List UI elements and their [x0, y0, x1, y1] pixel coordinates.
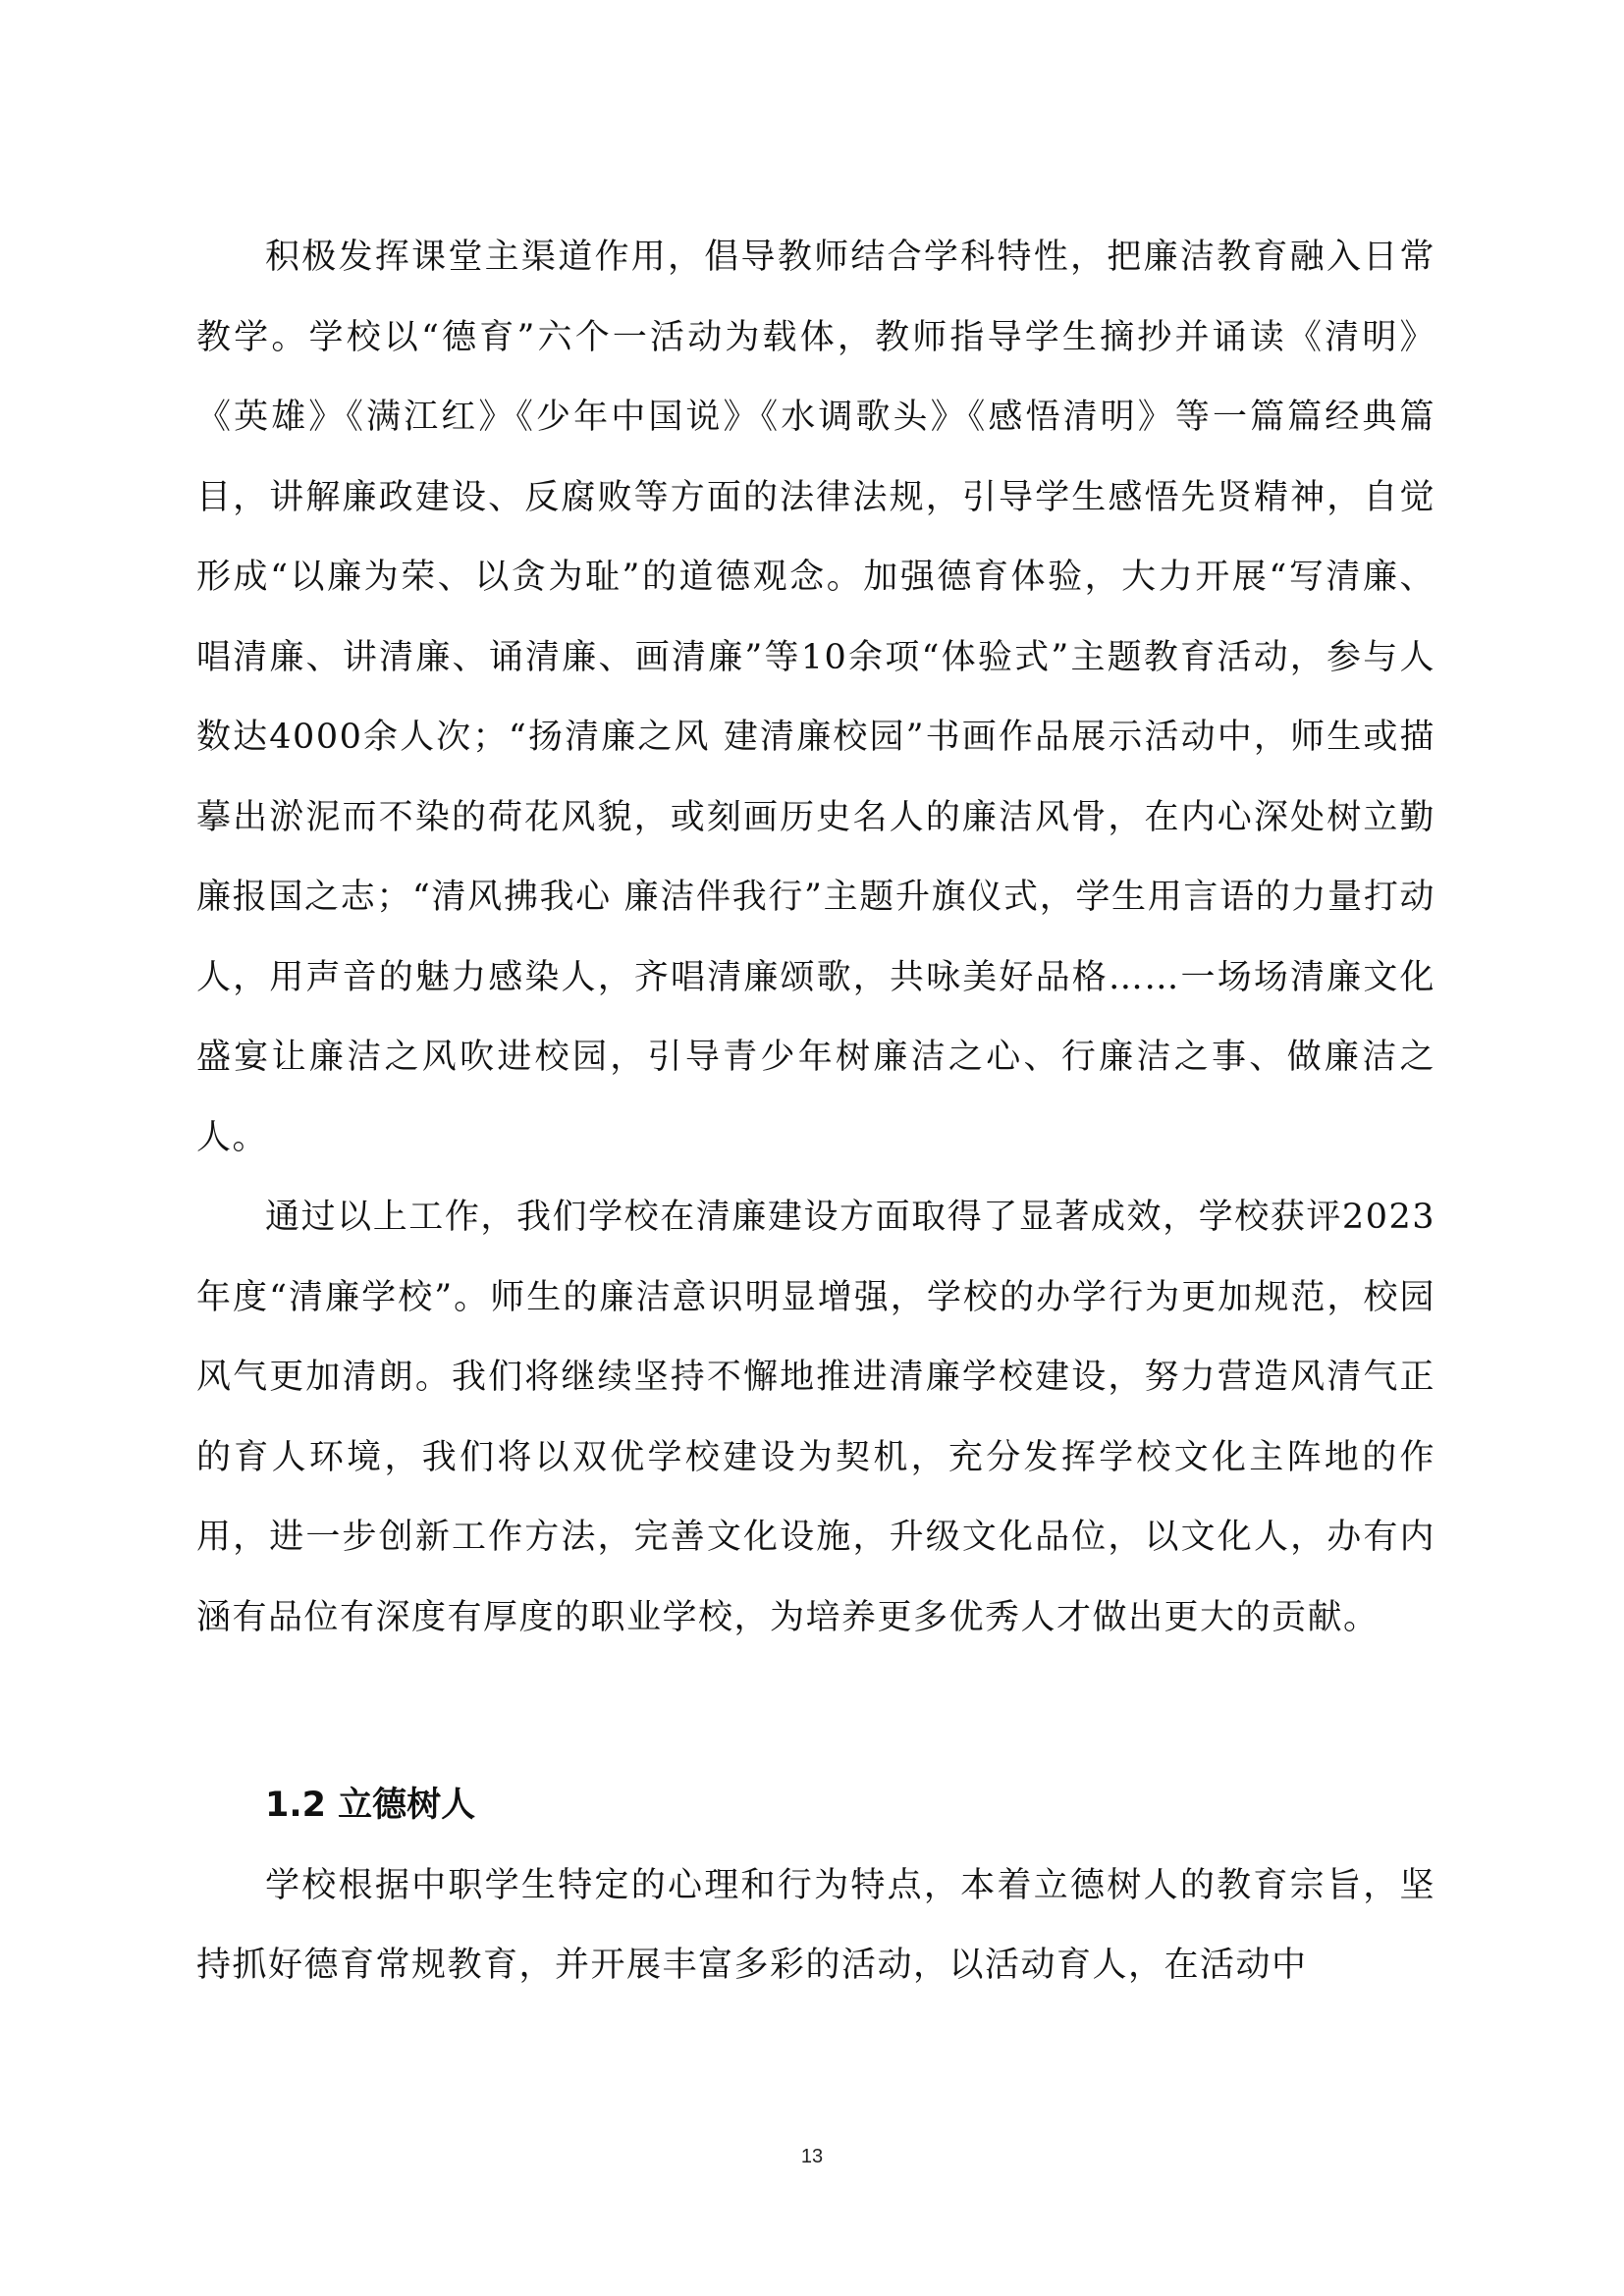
body-paragraph-achievements: 通过以上工作，我们学校在清廉建设方面取得了显著成效，学校获评2023年度“清廉学校”。师生的廉洁意识明显增强，学校的办学行为更加规范，校园风气更加清朗。我们将继续坚持不懈地推进清廉学校建设，努力营造风清气正的育人环境，我们将以双优学校建设为契机，充分发挥学校文化主阵地的作用，进一步创新工作方法，完善文化设施，升级文化品位，以文化人，办有内涵有品位有深度有厚度的职业学校，为培养更多优秀人才做出更大的贡献。 [196, 1198, 1435, 1637]
page-number: 13 [800, 2146, 824, 2167]
page-body [196, 218, 1435, 2006]
body-paragraph-moral-education: 学校根据中职学生特定的心理和行为特点，本着立德树人的教育宗旨，坚持抓好德育常规教育，并开展丰富多彩的活动，以活动育人，在活动中 [196, 1865, 1435, 1985]
body-paragraph-clean-education: 积极发挥课堂主渠道作用，倡导教师结合学科特性，把廉洁教育融入日常教学。学校以“德育”六个一活动为载体，教师指导学生摘抄并诵读《清明》《英雄》《满江红》《少年中国说》《水调歌头》《感悟清明》等一篇篇经典篇目，讲解廉政建设、反腐败等方面的法律法规，引导学生感悟先贤精神，自觉形成“以廉为荣、以贪为耻”的道德观念。加强德育体验，大力开展“写清廉、唱清廉、讲清廉、诵清廉、画清廉”等10余项“体验式”主题教育活动，参与人数达4000余人次；“扬清廉之风 建清廉校园”书画作品展示活动中，师生或描摹出淤泥而不染的荷花风貌，或刻画历史名人的廉洁风骨，在内心深处树立勤廉报国之志；“清风拂我心 廉洁伴我行”主题升旗仪式，学生用言语的力量打动人，用声音的魅力感染人，齐唱清廉颂歌，共咏美好品格……一场场清廉文化盛宴让廉洁之风吹进校园，引导青少年树廉洁之心、行廉洁之事、做廉洁之人。 [196, 238, 1435, 1157]
section-heading: 1.2 立德树人 [265, 1786, 476, 1825]
